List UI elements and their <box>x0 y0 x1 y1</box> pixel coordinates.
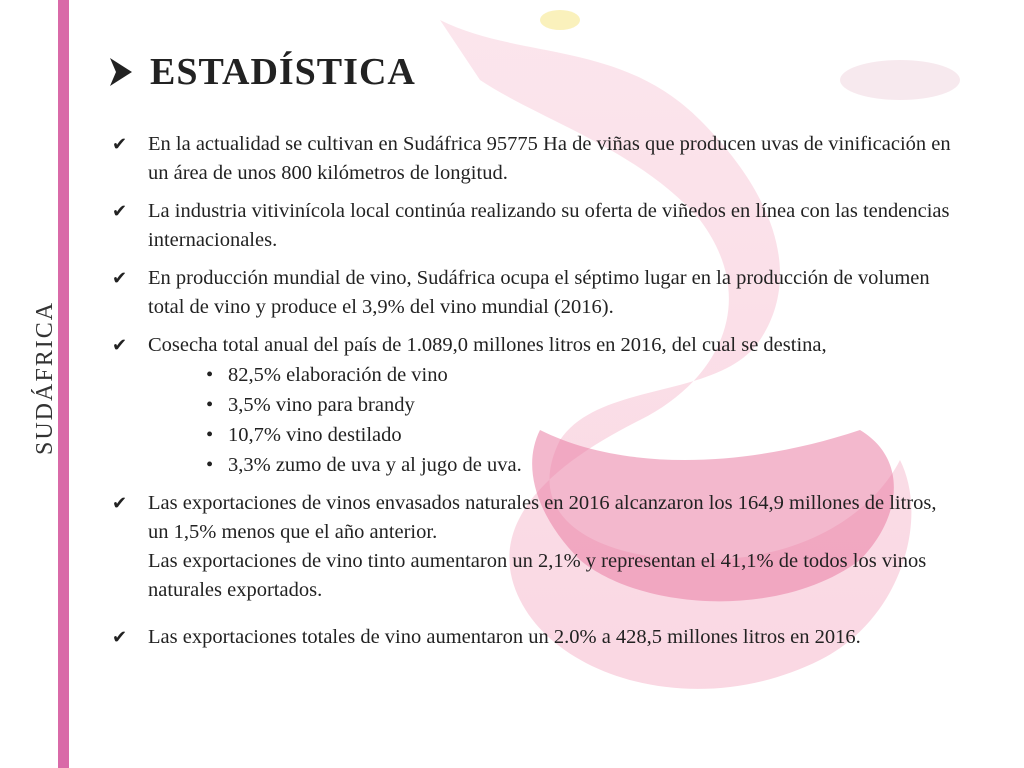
checkmark-icon: ✔ <box>112 268 128 289</box>
sub-item-text: 10,7% vino destilado <box>228 424 402 446</box>
bullet-text: En producción mundial de vino, Sudáfrica ocupa el séptimo lugar en la producción de volumen total de vino y produce el 3,9% del vino mundial (2016). <box>148 267 930 318</box>
checkmark-icon: ✔ <box>112 627 128 648</box>
bullet-item <box>112 489 962 605</box>
side-label: SUDÁFRICA <box>32 300 58 455</box>
bullet-dot-icon: • <box>206 394 214 416</box>
checkmark-icon: ✔ <box>112 335 128 356</box>
bullet-text: Las exportaciones de vinos envasados naturales en 2016 alcanzaron los 164,9 millones de litros, un 1,5% menos que el año anterior. <box>148 492 937 543</box>
bullet-item <box>112 264 962 322</box>
sub-list <box>148 360 962 480</box>
bullet-text: La industria vitivinícola local continúa realizando su oferta de viñedos en línea con las tendencias internacionales. <box>148 200 950 251</box>
bullet-item <box>112 623 962 652</box>
sub-item <box>206 450 962 480</box>
bullet-text: Cosecha total anual del país de 1.089,0 millones litros en 2016, del cual se destina, <box>148 334 827 356</box>
arrow-bullet-icon <box>108 56 134 88</box>
sub-item <box>206 420 962 450</box>
sub-item-text: 82,5% elaboración de vino <box>228 364 448 386</box>
bullet-text: En la actualidad se cultivan en Sudáfrica 95775 Ha de viñas que producen uvas de vinificación en un área de unos 800 kilómetros de longitud. <box>148 133 951 184</box>
bullet-dot-icon: • <box>206 424 214 446</box>
bullet-item <box>112 130 962 188</box>
bullet-list <box>112 130 962 661</box>
slide-title: ESTADÍSTICA <box>150 51 416 93</box>
bullet-dot-icon: • <box>206 364 214 386</box>
sub-item-text: 3,5% vino para brandy <box>228 394 415 416</box>
checkmark-icon: ✔ <box>112 134 128 155</box>
checkmark-icon: ✔ <box>112 493 128 514</box>
bullet-text: Las exportaciones totales de vino aumentaron un 2.0% a 428,5 millones litros en 2016. <box>148 626 861 648</box>
sub-item-text: 3,3% zumo de uva y al jugo de uva. <box>228 454 522 476</box>
sub-item <box>206 360 962 390</box>
title-row <box>108 50 416 94</box>
bullet-dot-icon: • <box>206 454 214 476</box>
sub-item <box>206 390 962 420</box>
bullet-item <box>112 197 962 255</box>
bullet-text-continuation: Las exportaciones de vino tinto aumentaron un 2,1% y representan el 41,1% de todos los vinos naturales exportados. <box>148 550 927 601</box>
bullet-item <box>112 331 962 480</box>
checkmark-icon: ✔ <box>112 201 128 222</box>
